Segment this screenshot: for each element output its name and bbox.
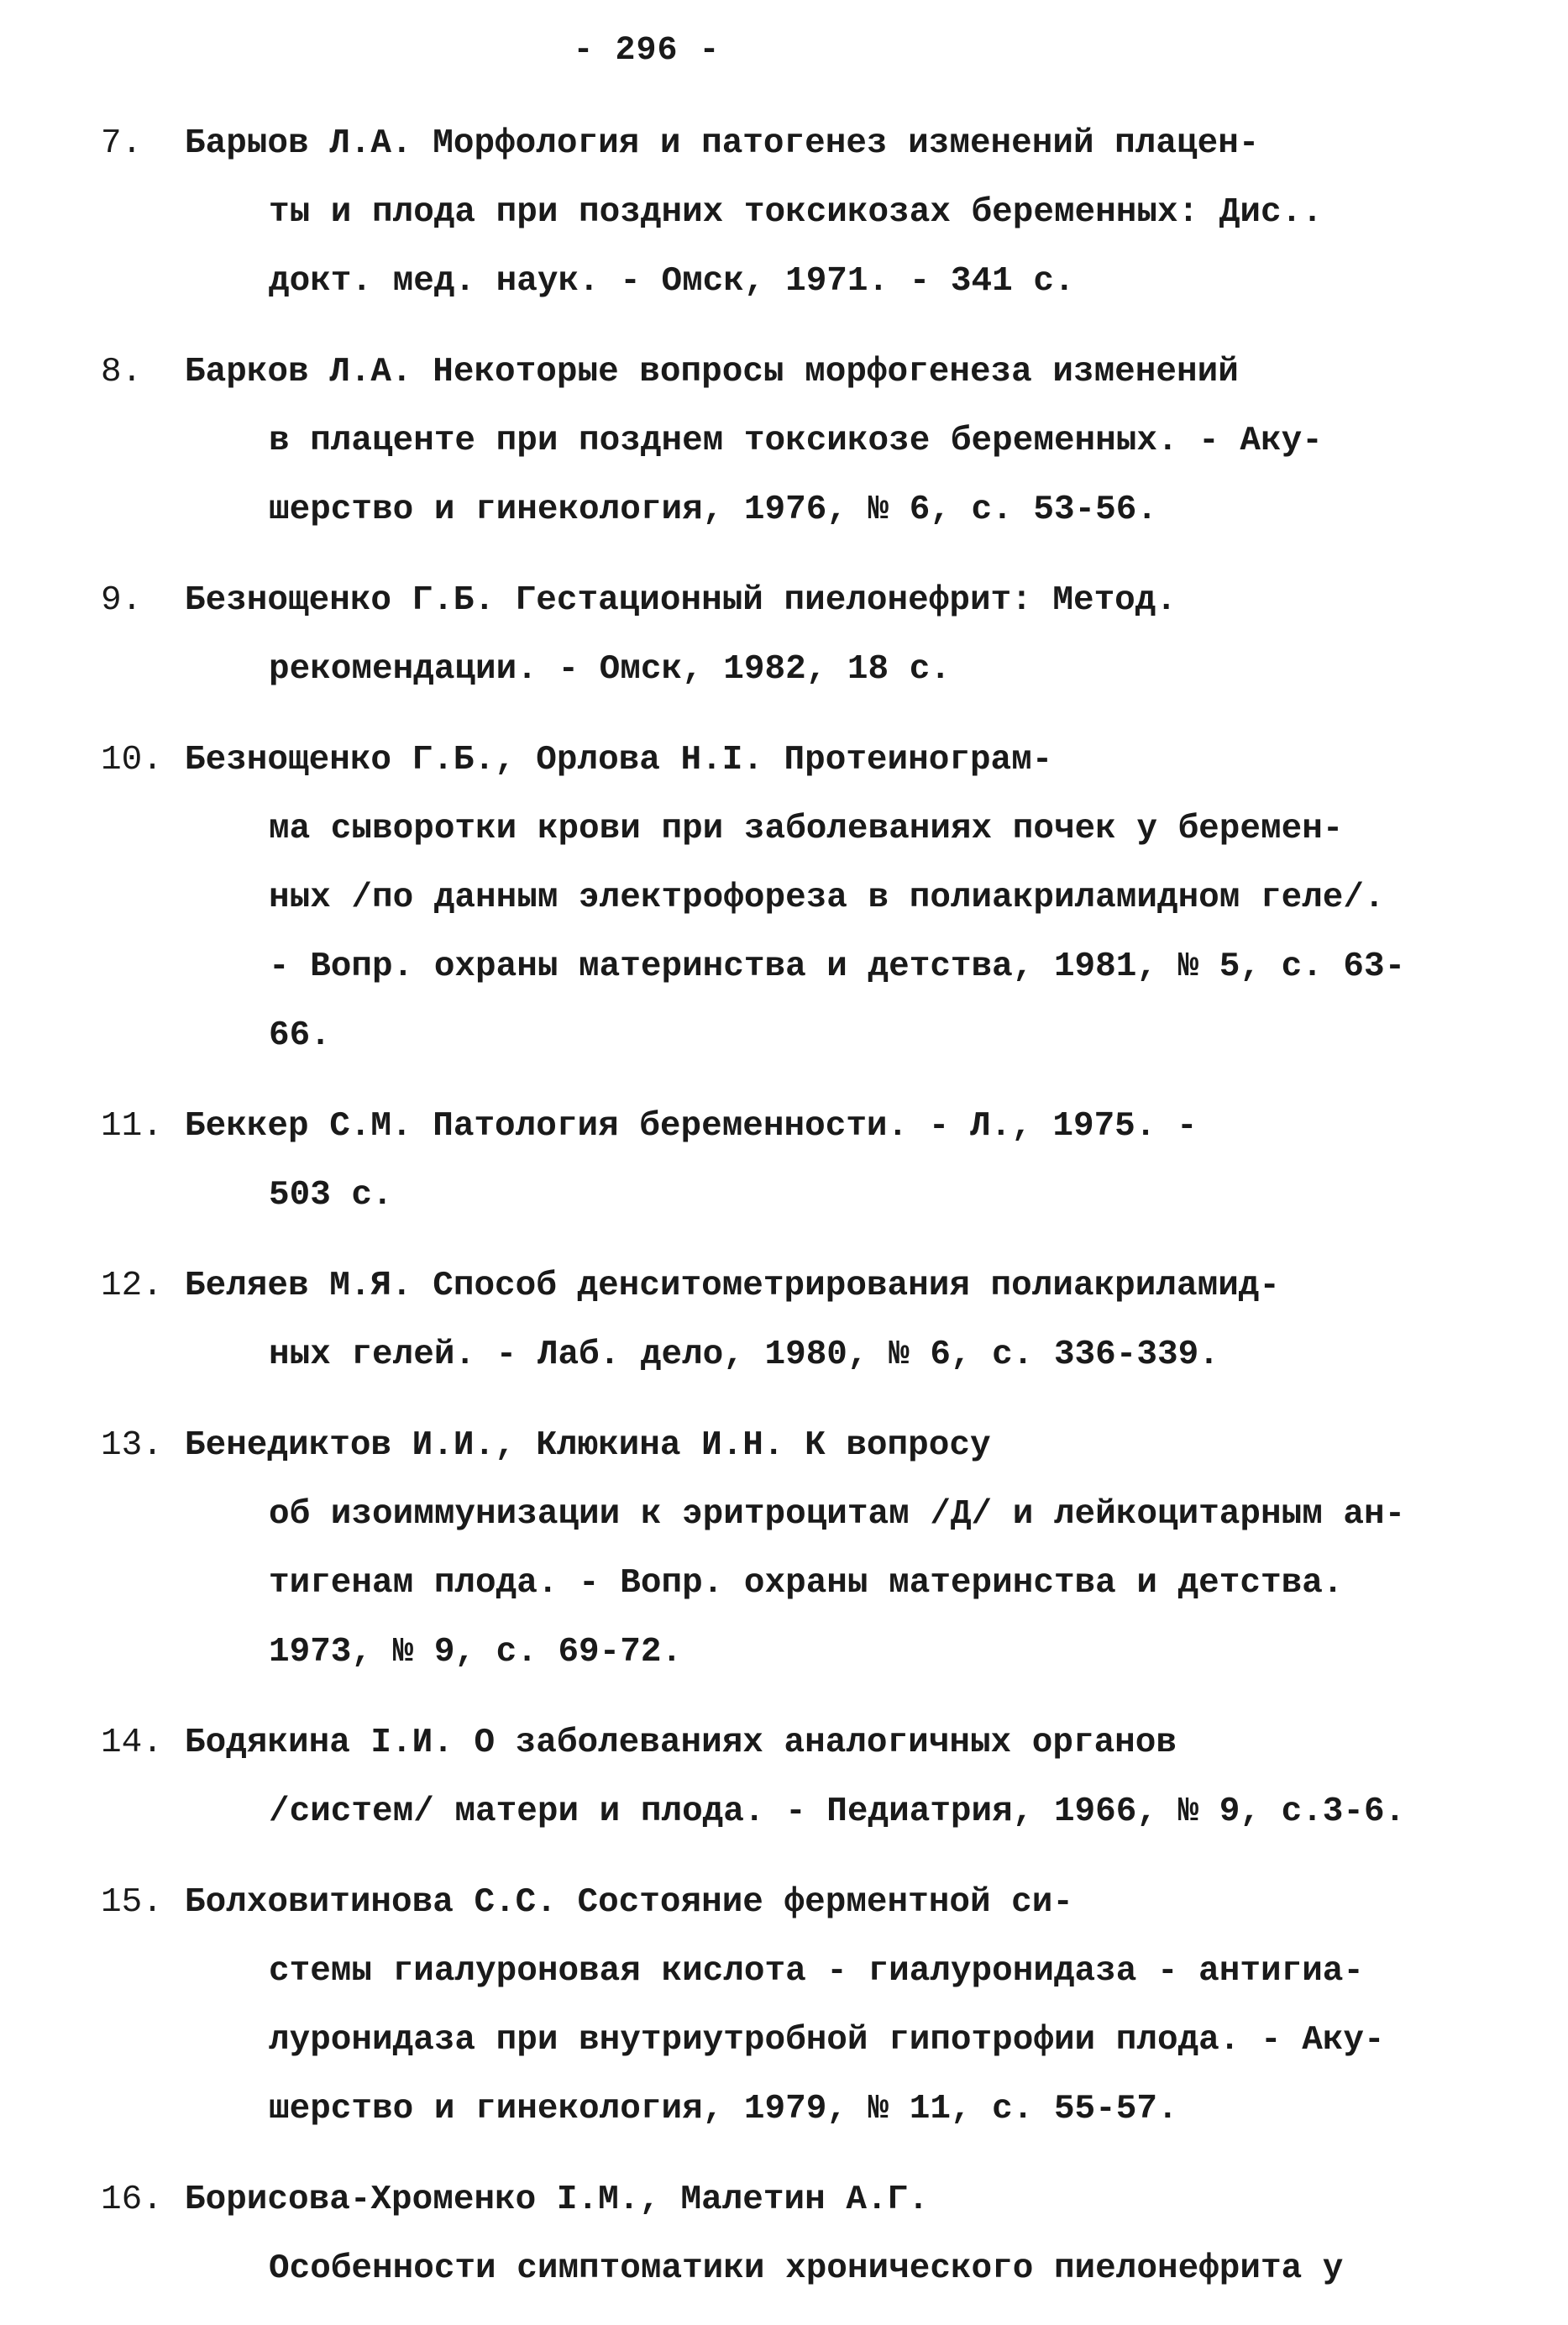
bibliography-entry-10 (101, 726, 1478, 1070)
bibliography-entry-16 (101, 2165, 1478, 2303)
entry-line: ты и плода при поздних токсикозах беременных: Дис.. (269, 193, 1323, 232)
entry-number: 13. (101, 1426, 163, 1465)
entry-number: 8. (101, 353, 143, 391)
entry-line: ных гелей. - Лаб. дело, 1980, № 6, с. 336-339. (269, 1336, 1219, 1374)
entry-line: шерство и гинекология, 1976, № 6, с. 53-56. (269, 491, 1157, 529)
entry-number: 7. (101, 124, 143, 163)
entry-line: ма сыворотки крови при заболеваниях почек у беремен- (269, 810, 1344, 848)
entry-line: Барыов Л.А. Морфология и патогенез изменений плацен- (185, 124, 1260, 163)
entry-line: докт. мед. наук. - Омск, 1971. - 341 с. (269, 262, 1075, 301)
entry-line: 503 с. (269, 1176, 393, 1215)
entry-line: в плаценте при позднем токсикозе беременных. - Аку- (269, 422, 1323, 460)
bibliography-entry-15 (101, 1868, 1478, 2144)
entry-number: 11. (101, 1107, 163, 1146)
entry-line: Болховитинова С.С. Состояние ферментной си- (185, 1883, 1073, 1922)
entry-number: 15. (101, 1883, 163, 1922)
entry-line: Бодякина I.И. О заболеваниях аналогичных органов (185, 1724, 1177, 1762)
entry-number: 12. (101, 1267, 163, 1305)
entry-number: 14. (101, 1724, 163, 1762)
entry-line: рекомендации. - Омск, 1982, 18 с. (269, 650, 951, 689)
entry-line: стемы гиалуроновая кислота - гиалуронидаза - антигиа- (269, 1952, 1365, 1991)
entry-line: 66. (269, 1016, 331, 1055)
entry-line: тигенам плода. - Вопр. охраны материнства и детства. (269, 1564, 1344, 1603)
entry-line: Барков Л.А. Некоторые вопросы морфогенеза изменений (185, 353, 1239, 391)
entry-line: Особенности симптоматики хронического пиелонефрита у (269, 2249, 1344, 2288)
entry-line: Бенедиктов И.И., Клюкина И.Н. К вопросу (185, 1426, 991, 1465)
bibliography-entry-11 (101, 1092, 1478, 1230)
entry-line: ных /по данным электрофореза в полиакриламидном геле/. (269, 879, 1385, 917)
entry-number: 10. (101, 741, 163, 779)
page-number: - 296 - (573, 32, 721, 70)
entry-number: 9. (101, 581, 143, 620)
entry-line: Беляев М.Я. Способ денситометрирования полиакриламид- (185, 1267, 1281, 1305)
entry-line: Безнощенко Г.Б., Орлова Н.I. Протеинограм- (185, 741, 1053, 779)
entry-line: Безнощенко Г.Б. Гестационный пиелонефрит: Метод. (185, 581, 1177, 620)
bibliography-entry-7 (101, 109, 1478, 316)
bibliography-entry-12 (101, 1252, 1478, 1389)
bibliography-entry-9 (101, 566, 1478, 704)
entry-line: /систем/ матери и плода. - Педиатрия, 1966, № 9, с.3-6. (269, 1792, 1406, 1831)
entry-line: Борисова-Хроменко I.М., Малетин А.Г. (185, 2181, 929, 2219)
entry-line: луронидаза при внутриутробной гипотрофии плода. - Аку- (269, 2021, 1385, 2060)
bibliography-entry-8 (101, 338, 1478, 544)
entry-line: Беккер С.М. Патология беременности. - Л., 1975. - (185, 1107, 1198, 1146)
bibliography-entry-13 (101, 1411, 1478, 1687)
bibliography-entry-14 (101, 1708, 1478, 1846)
entry-line: об изоиммунизации к эритроцитам /Д/ и лейкоцитарным ан- (269, 1495, 1406, 1534)
bibliography-list (101, 109, 1478, 2325)
entry-line: 1973, № 9, с. 69-72. (269, 1633, 683, 1672)
entry-line: шерство и гинекология, 1979, № 11, с. 55-57. (269, 2090, 1178, 2128)
entry-number: 16. (101, 2181, 163, 2219)
entry-line: - Вопр. охраны материнства и детства, 1981, № 5, с. 63- (269, 947, 1406, 986)
